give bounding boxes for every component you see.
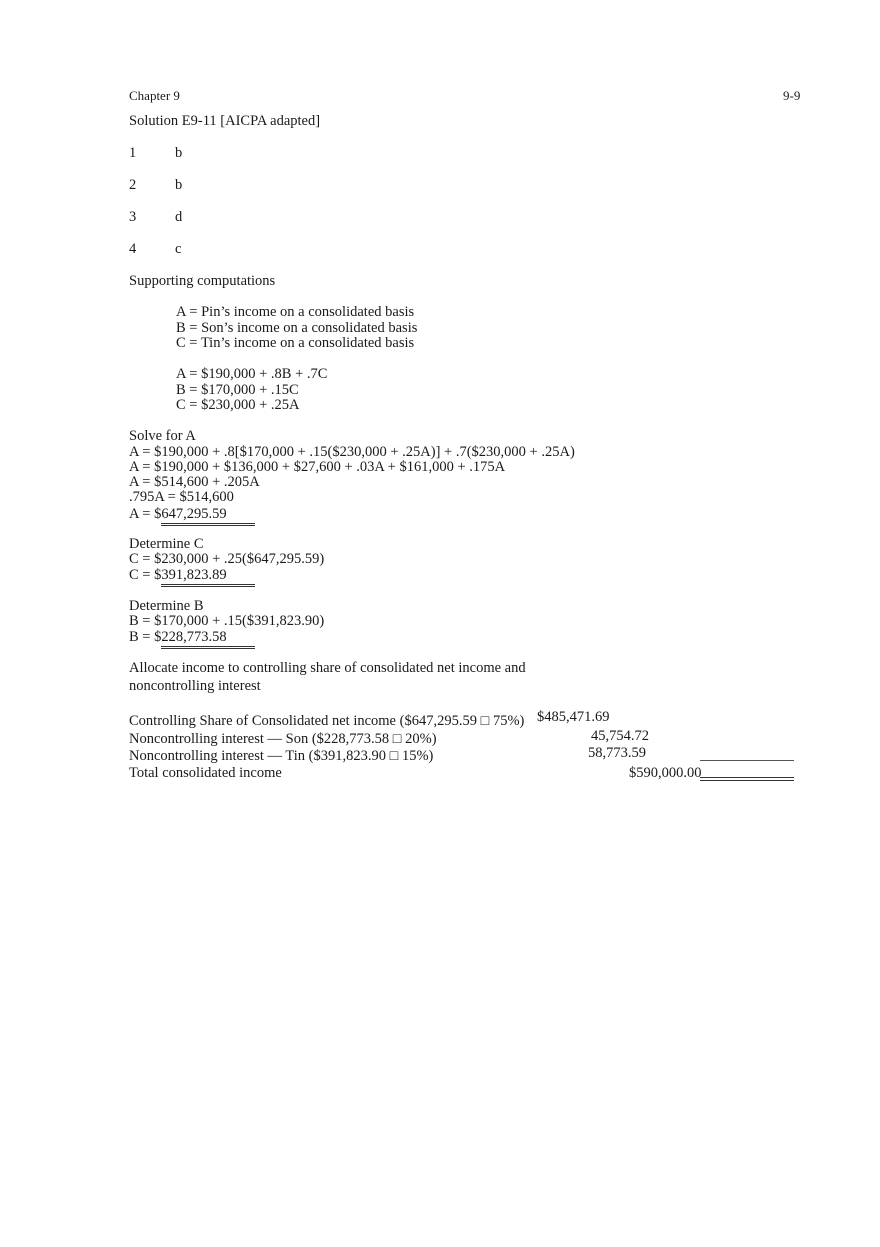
determine-b-line: B = $170,000 + .15($391,823.90): [129, 613, 325, 629]
allocation-label: Noncontrolling interest — Tin ($391,823.90 □ 15%): [129, 748, 434, 764]
equation-line: B = $170,000 + .15C: [176, 382, 299, 398]
allocation-amount: 45,754.72: [591, 728, 649, 744]
answer-number: 4: [129, 241, 137, 257]
determine-b-heading: Determine B: [129, 598, 204, 614]
determine-c-line: C = $230,000 + .25($647,295.59): [129, 551, 325, 567]
result-prefix: C = $: [129, 567, 162, 583]
allocation-label: Noncontrolling interest — Son ($228,773.58 □ 20%): [129, 731, 437, 747]
result-prefix: A = $: [129, 506, 162, 522]
solve-a-line: A = $514,600 + .205A: [129, 474, 260, 490]
definition-line: A = Pin’s income on a consolidated basis: [176, 304, 415, 320]
determine-c-result: [129, 567, 255, 587]
equation-line: A = $190,000 + .8B + .7C: [176, 366, 328, 382]
allocate-text: noncontrolling interest: [129, 678, 261, 694]
answer-letter: b: [175, 145, 183, 161]
solve-a-line: A = $190,000 + .8[$170,000 + .15($230,000 + .25A)] + .7($230,000 + .25A): [129, 444, 575, 460]
allocation-label: Controlling Share of Consolidated net income ($647,295.59 □ 75%): [129, 713, 525, 729]
answer-number: 3: [129, 209, 137, 225]
total-double-rule: [700, 777, 794, 781]
allocate-text: Allocate income to controlling share of consolidated net income and: [129, 660, 526, 676]
allocation-amount: 58,773.59: [588, 745, 646, 761]
solution-title: Solution E9-11 [AICPA adapted]: [129, 113, 321, 129]
determine-b-result: [129, 629, 255, 649]
result-prefix: B = $: [129, 629, 162, 645]
result-value: 647,295.59: [161, 506, 255, 526]
definition-line: B = Son’s income on a consolidated basis: [176, 320, 418, 336]
definition-line: C = Tin’s income on a consolidated basis: [176, 335, 415, 351]
allocation-total: $590,000.00: [629, 765, 702, 781]
page-number: 9-9: [783, 88, 801, 103]
answer-number: 1: [129, 145, 137, 161]
allocation-amount: $485,471.69: [537, 709, 610, 725]
equation-line: C = $230,000 + .25A: [176, 397, 300, 413]
subtotal-rule: [700, 760, 794, 761]
solve-a-result: [129, 506, 255, 526]
solve-a-heading: Solve for A: [129, 428, 196, 444]
solve-a-line: .795A = $514,600: [129, 489, 234, 505]
determine-c-heading: Determine C: [129, 536, 204, 552]
allocation-label: Total consolidated income: [129, 765, 282, 781]
supporting-heading: Supporting computations: [129, 273, 276, 289]
chapter-label: Chapter 9: [129, 88, 180, 103]
answer-letter: b: [175, 177, 183, 193]
result-value: 391,823.89: [161, 567, 255, 587]
answer-number: 2: [129, 177, 137, 193]
answer-letter: c: [175, 241, 182, 257]
solve-a-line: A = $190,000 + $136,000 + $27,600 + .03A + $161,000 + .175A: [129, 459, 506, 475]
answer-letter: d: [175, 209, 183, 225]
result-value: 228,773.58: [161, 629, 255, 649]
